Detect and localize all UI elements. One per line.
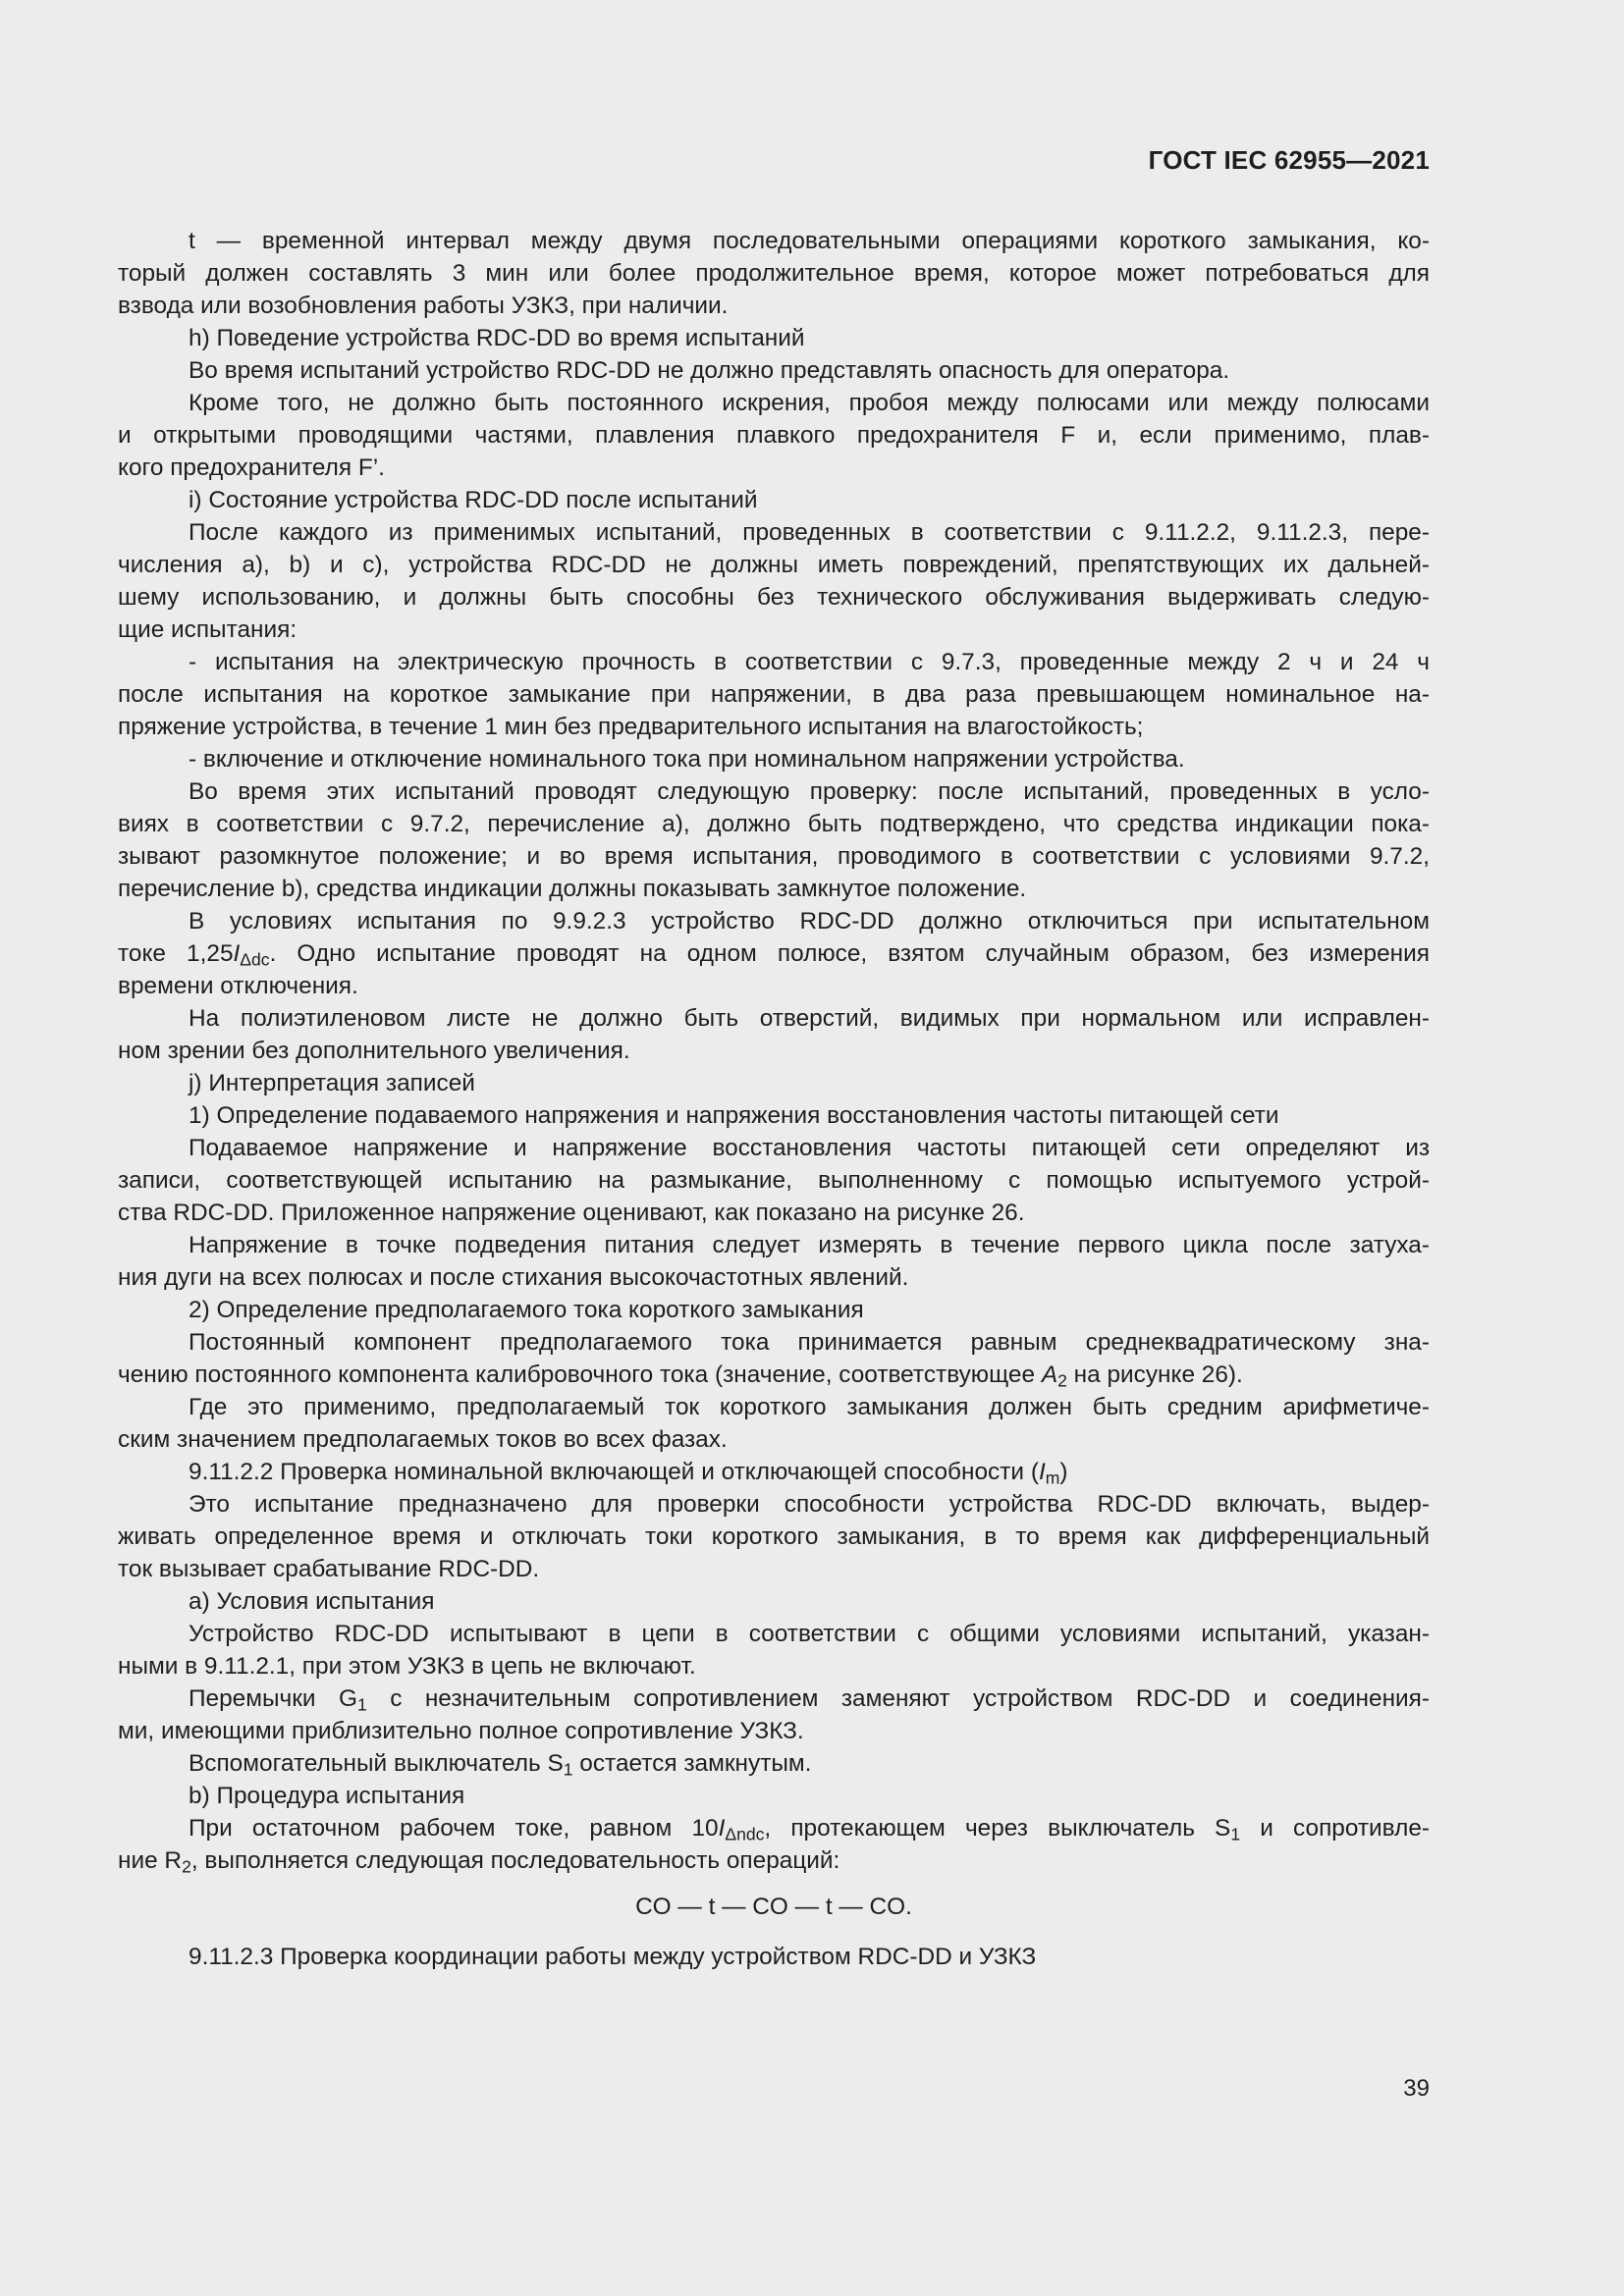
list-item-dielectric-test-end: пряжение устройства, в течение 1 мин без предварительного испытания на влагостойкость; <box>118 714 1144 740</box>
paragraph-9222-1-cont: живать определенное время и отключать токи короткого замыкания, в то время как дифференциальный <box>118 1523 1430 1550</box>
paragraph-i-1-cont2: шему использованию, и должны быть способны без технического обслуживания выдерживать следую- <box>118 584 1430 611</box>
paragraph-j2-2-end: ским значением предполагаемых токов во всех фазах. <box>118 1426 728 1453</box>
paragraph-i-1: После каждого из применимых испытаний, проведенных в соответствии с 9.11.2.2, 9.11.2.3, пере- <box>189 519 1430 546</box>
paragraph-t-definition: t — временной интервал между двумя последовательными операциями короткого замыкания, ко- <box>189 228 1430 254</box>
document-body <box>118 225 1430 1973</box>
paragraph-h-2: Кроме того, не должно быть постоянного искрения, пробоя между полюсами или между полюсами <box>189 390 1430 416</box>
paragraph-a-2-end: ми, имеющими приблизительно полное сопротивление УЗКЗ. <box>118 1718 804 1744</box>
subheading-h: h) Поведение устройства RDC-DD во время испытаний <box>189 325 805 351</box>
subheading-j-1: 1) Определение подаваемого напряжения и напряжения восстановления частоты питающей сети <box>189 1102 1279 1129</box>
paragraph-j1-2: Напряжение в точке подведения питания следует измерять в течение первого цикла после затуха- <box>189 1232 1430 1258</box>
list-item-dielectric-test: - испытания на электрическую прочность в соответствии с 9.7.3, проведенные между 2 ч и 24 ч <box>189 649 1430 675</box>
paragraph-j1-2-end: ния дуги на всех полюсах и после стихания высокочастотных явлений. <box>118 1264 909 1291</box>
paragraph-j2-1: Постоянный компонент предполагаемого тока принимается равным среднеквадратическому зна- <box>189 1329 1430 1356</box>
clause-9-11-2-3-heading: 9.11.2.3 Проверка координации работы между устройством RDC-DD и УЗКЗ <box>189 1944 1037 1970</box>
paragraph-a-1: Устройство RDC-DD испытывают в цепи в соответствии с общими условиями испытаний, указан- <box>189 1621 1430 1647</box>
paragraph-9222-1: Это испытание предназначено для проверки способности устройства RDC-DD включать, выдер- <box>189 1491 1430 1518</box>
paragraph-i-4: На полиэтиленовом листе не должно быть отверстий, видимых при нормальном или исправлен- <box>189 1005 1430 1032</box>
list-item-switching-test: - включение и отключение номинального тока при номинальном напряжении устройства. <box>189 746 1185 773</box>
paragraph-b-1: При остаточном рабочем токе, равном $10I_{\Delta ndc}$, протекающем через выключатель $S_1$ и сопротивле- <box>189 1815 1431 1844</box>
paragraph-i-2-cont1: виях в соответствии с 9.7.2, перечисление а), должно быть подтверждено, что средства индикации пока- <box>118 811 1430 837</box>
paragraph-j1-1-cont: записи, соответствующей испытанию на размыкание, выполненному с помощью испытуемого устрой- <box>118 1167 1430 1194</box>
paragraph-i-2-end: перечисление b), средства индикации должны показывать замкнутое положение. <box>118 876 1027 902</box>
paragraph-b-1-end: ние $R_2$, выполняется следующая последовательность операций: <box>118 1847 840 1877</box>
paragraph-i-2-cont2: зывают разомкнутое положение; и во время испытания, проводимого в соответствии с условиями 9.7.2, <box>118 843 1430 870</box>
paragraph-j2-1-end: чению постоянного компонента калибровочного тока (значение, соответствующее $A_2$ на рисунке 26). <box>118 1362 1243 1391</box>
paragraph-a-1-end: ными в 9.11.2.1, при этом УЗКЗ в цепь не включают. <box>118 1653 696 1680</box>
page-number: 39 <box>1403 2075 1430 2102</box>
paragraph-i-3-end: времени отключения. <box>118 973 358 999</box>
paragraph-h-2-end: кого предохранителя F’. <box>118 454 385 481</box>
paragraph-t-definition-end: взвода или возобновления работы УЗКЗ, при наличии. <box>118 293 729 319</box>
subheading-i: i) Состояние устройства RDC-DD после испытаний <box>189 487 758 513</box>
subheading-a: а) Условия испытания <box>189 1588 435 1615</box>
document-header: ГОСТ IEC 62955—2021 <box>1148 145 1430 175</box>
paragraph-t-definition-cont: торый должен составлять 3 мин или более продолжительное время, которое может потребоваться для <box>118 260 1430 287</box>
subheading-b: b) Процедура испытания <box>189 1783 465 1809</box>
paragraph-a-3: Вспомогательный выключатель $S_1$ остается замкнутым. <box>189 1750 812 1780</box>
paragraph-i-2: Во время этих испытаний проводят следующую проверку: после испытаний, проведенных в усло- <box>189 778 1430 805</box>
paragraph-j2-2: Где это применимо, предполагаемый ток короткого замыкания должен быть средним арифметиче- <box>189 1394 1430 1420</box>
operation-sequence-formula: CO — t — CO — t — CO. <box>635 1894 912 1920</box>
paragraph-i-1-end: щие испытания: <box>118 616 298 643</box>
subheading-j-2: 2) Определение предполагаемого тока короткого замыкания <box>189 1297 864 1323</box>
paragraph-h-1: Во время испытаний устройство RDC-DD не должно представлять опасность для оператора. <box>189 357 1230 384</box>
subheading-j: j) Интерпретация записей <box>189 1070 475 1096</box>
paragraph-i-3-cont: токе $1,25I_{\Delta dc}$. Одно испытание проводят на одном полюсе, взятом случайным образом, без измерения <box>118 940 1430 970</box>
paragraph-j1-1: Подаваемое напряжение и напряжение восстановления частоты питающей сети определяют из <box>189 1135 1430 1161</box>
paragraph-i-1-cont1: числения а), b) и с), устройства RDC-DD не должны иметь повреждений, препятствующих их дальней- <box>118 552 1430 578</box>
paragraph-h-2-cont: и открытыми проводящими частями, плавления плавкого предохранителя F и, если применимо, плав- <box>118 422 1430 449</box>
paragraph-i-3: В условиях испытания по 9.9.2.3 устройство RDC-DD должно отключиться при испытательном <box>189 908 1430 934</box>
clause-9-11-2-2-heading: 9.11.2.2 Проверка номинальной включающей и отключающей способности $(I_m)$ <box>189 1459 1068 1488</box>
paragraph-j1-1-end: ства RDC-DD. Приложенное напряжение оценивают, как показано на рисунке 26. <box>118 1200 1025 1226</box>
list-item-dielectric-test-cont: после испытания на короткое замыкание при напряжении, в два раза превышающем номинальное на- <box>118 681 1430 708</box>
paragraph-9222-1-end: ток вызывает срабатывание RDC-DD. <box>118 1556 540 1582</box>
paragraph-i-4-end: ном зрении без дополнительного увеличения. <box>118 1038 630 1064</box>
paragraph-a-2: Перемычки $G_1$ с незначительным сопротивлением заменяют устройством RDC-DD и соединения- <box>189 1685 1431 1715</box>
